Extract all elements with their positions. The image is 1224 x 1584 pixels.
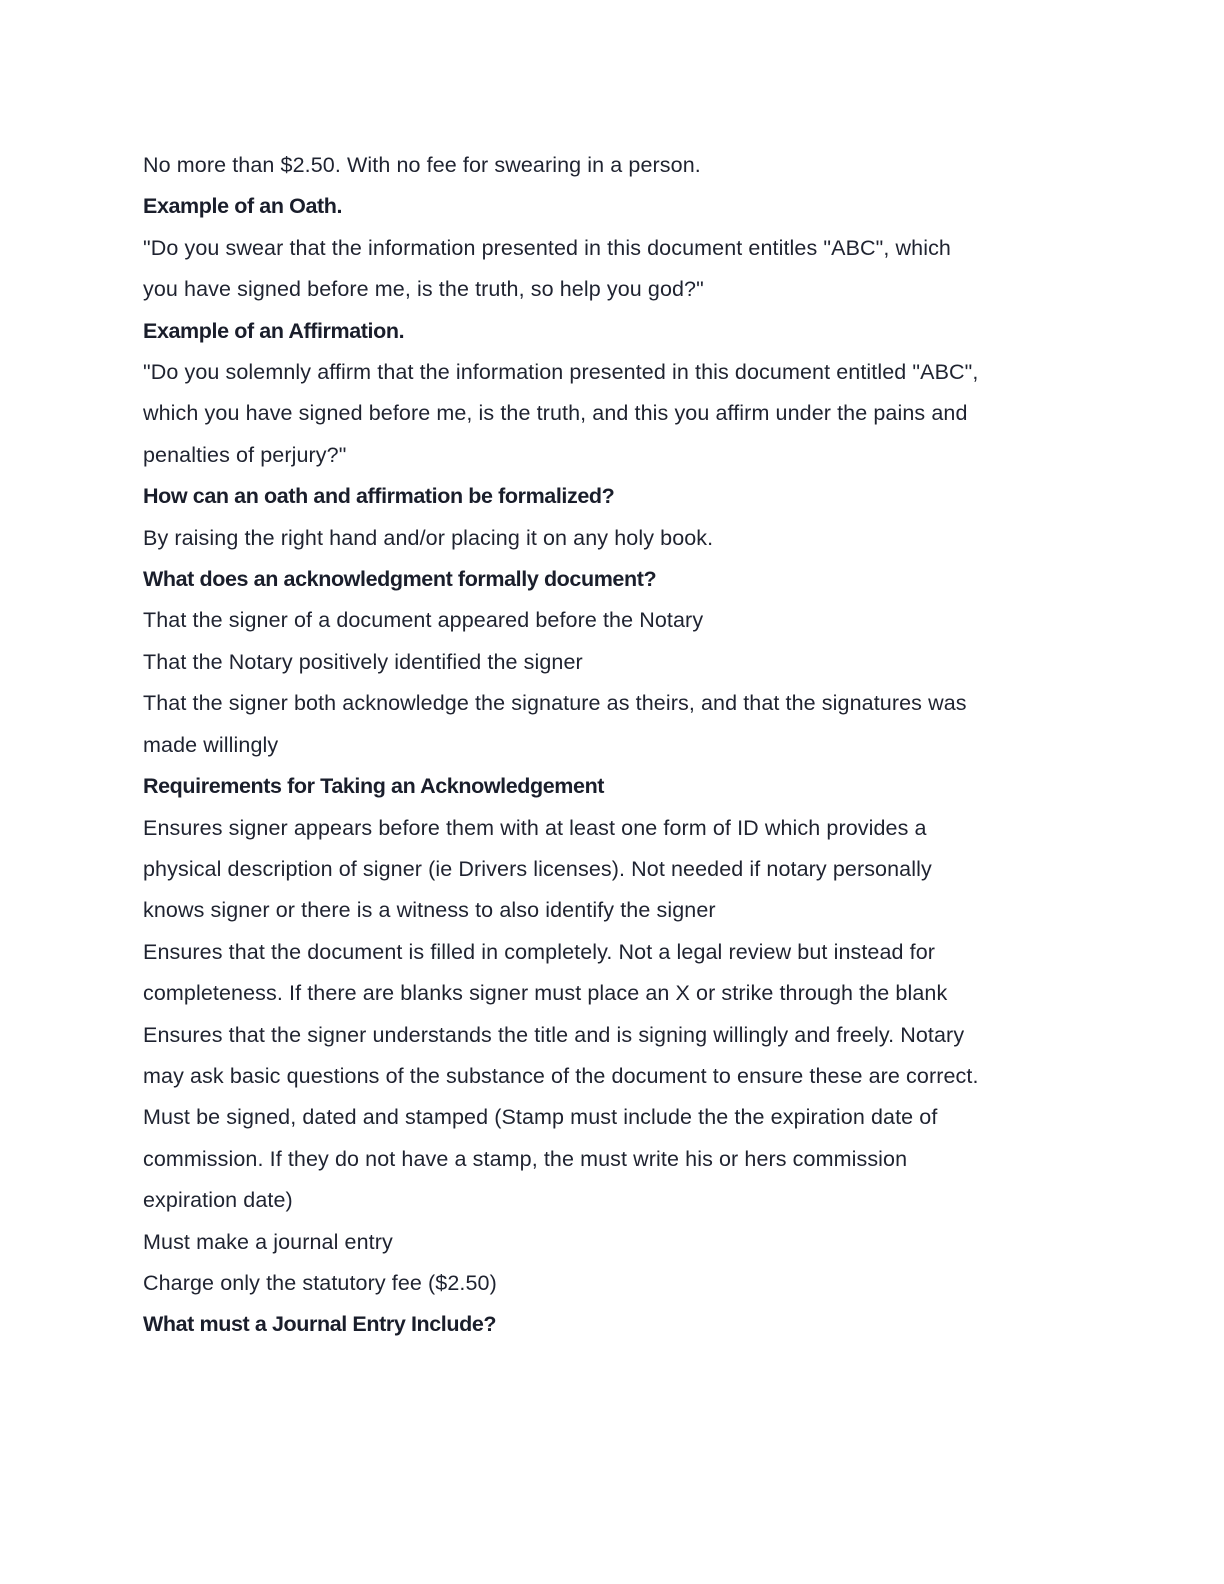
requirement-3-line-1: Ensures that the signer understands the title and is signing willingly and freely. Notary [143, 1022, 965, 1047]
heading-affirmation-example: Example of an Affirmation. [143, 318, 405, 343]
heading-oath-example: Example of an Oath. [143, 194, 343, 219]
requirement-1-line-3: knows signer or there is a witness to also identify the signer [143, 898, 716, 923]
acknowledgment-item-3-line-1: That the signer both acknowledge the signature as theirs, and that the signatures was [143, 691, 967, 716]
heading-requirements: Requirements for Taking an Acknowledgement [143, 774, 605, 799]
requirement-5: Must make a journal entry [143, 1229, 393, 1254]
requirement-4-line-2: commission. If they do not have a stamp, the must write his or hers commission [143, 1146, 908, 1171]
document-page [143, 145, 1083, 1346]
heading-acknowledgment-document: What does an acknowledgment formally document? [143, 567, 657, 592]
acknowledgment-item-1: That the signer of a document appeared before the Notary [143, 608, 704, 633]
requirement-3-line-2: may ask basic questions of the substance of the document to ensure these are correct. [143, 1063, 979, 1088]
formalize-text: By raising the right hand and/or placing it on any holy book. [143, 525, 714, 550]
affirmation-text-line-1: "Do you solemnly affirm that the information presented in this document entitled "ABC", [143, 360, 979, 385]
requirement-2-line-2: completeness. If there are blanks signer must place an X or strike through the blank [143, 981, 948, 1006]
requirement-4-line-3: expiration date) [143, 1188, 293, 1213]
heading-formalize: How can an oath and affirmation be formalized? [143, 484, 615, 509]
fee-text: No more than $2.50. With no fee for swearing in a person. [143, 153, 701, 177]
requirement-2-line-1: Ensures that the document is filled in completely. Not a legal review but instead for [143, 939, 936, 964]
affirmation-text-line-3: penalties of perjury?" [143, 442, 347, 467]
heading-journal-entry: What must a Journal Entry Include? [143, 1312, 497, 1337]
oath-text-line-1: "Do you swear that the information presented in this document entitles "ABC", which [143, 235, 951, 260]
requirement-6: Charge only the statutory fee ($2.50) [143, 1270, 497, 1295]
requirement-1-line-2: physical description of signer (ie Drivers licenses). Not needed if notary personally [143, 856, 932, 881]
affirmation-text-line-2: which you have signed before me, is the truth, and this you affirm under the pains and [143, 401, 968, 426]
oath-text-line-2: you have signed before me, is the truth, so help you god?" [143, 277, 704, 302]
requirement-4-line-1: Must be signed, dated and stamped (Stamp must include the the expiration date of [143, 1105, 938, 1130]
requirement-1-line-1: Ensures signer appears before them with at least one form of ID which provides a [143, 815, 927, 840]
acknowledgment-item-2: That the Notary positively identified the signer [143, 649, 583, 674]
acknowledgment-item-3-line-2: made willingly [143, 732, 279, 757]
